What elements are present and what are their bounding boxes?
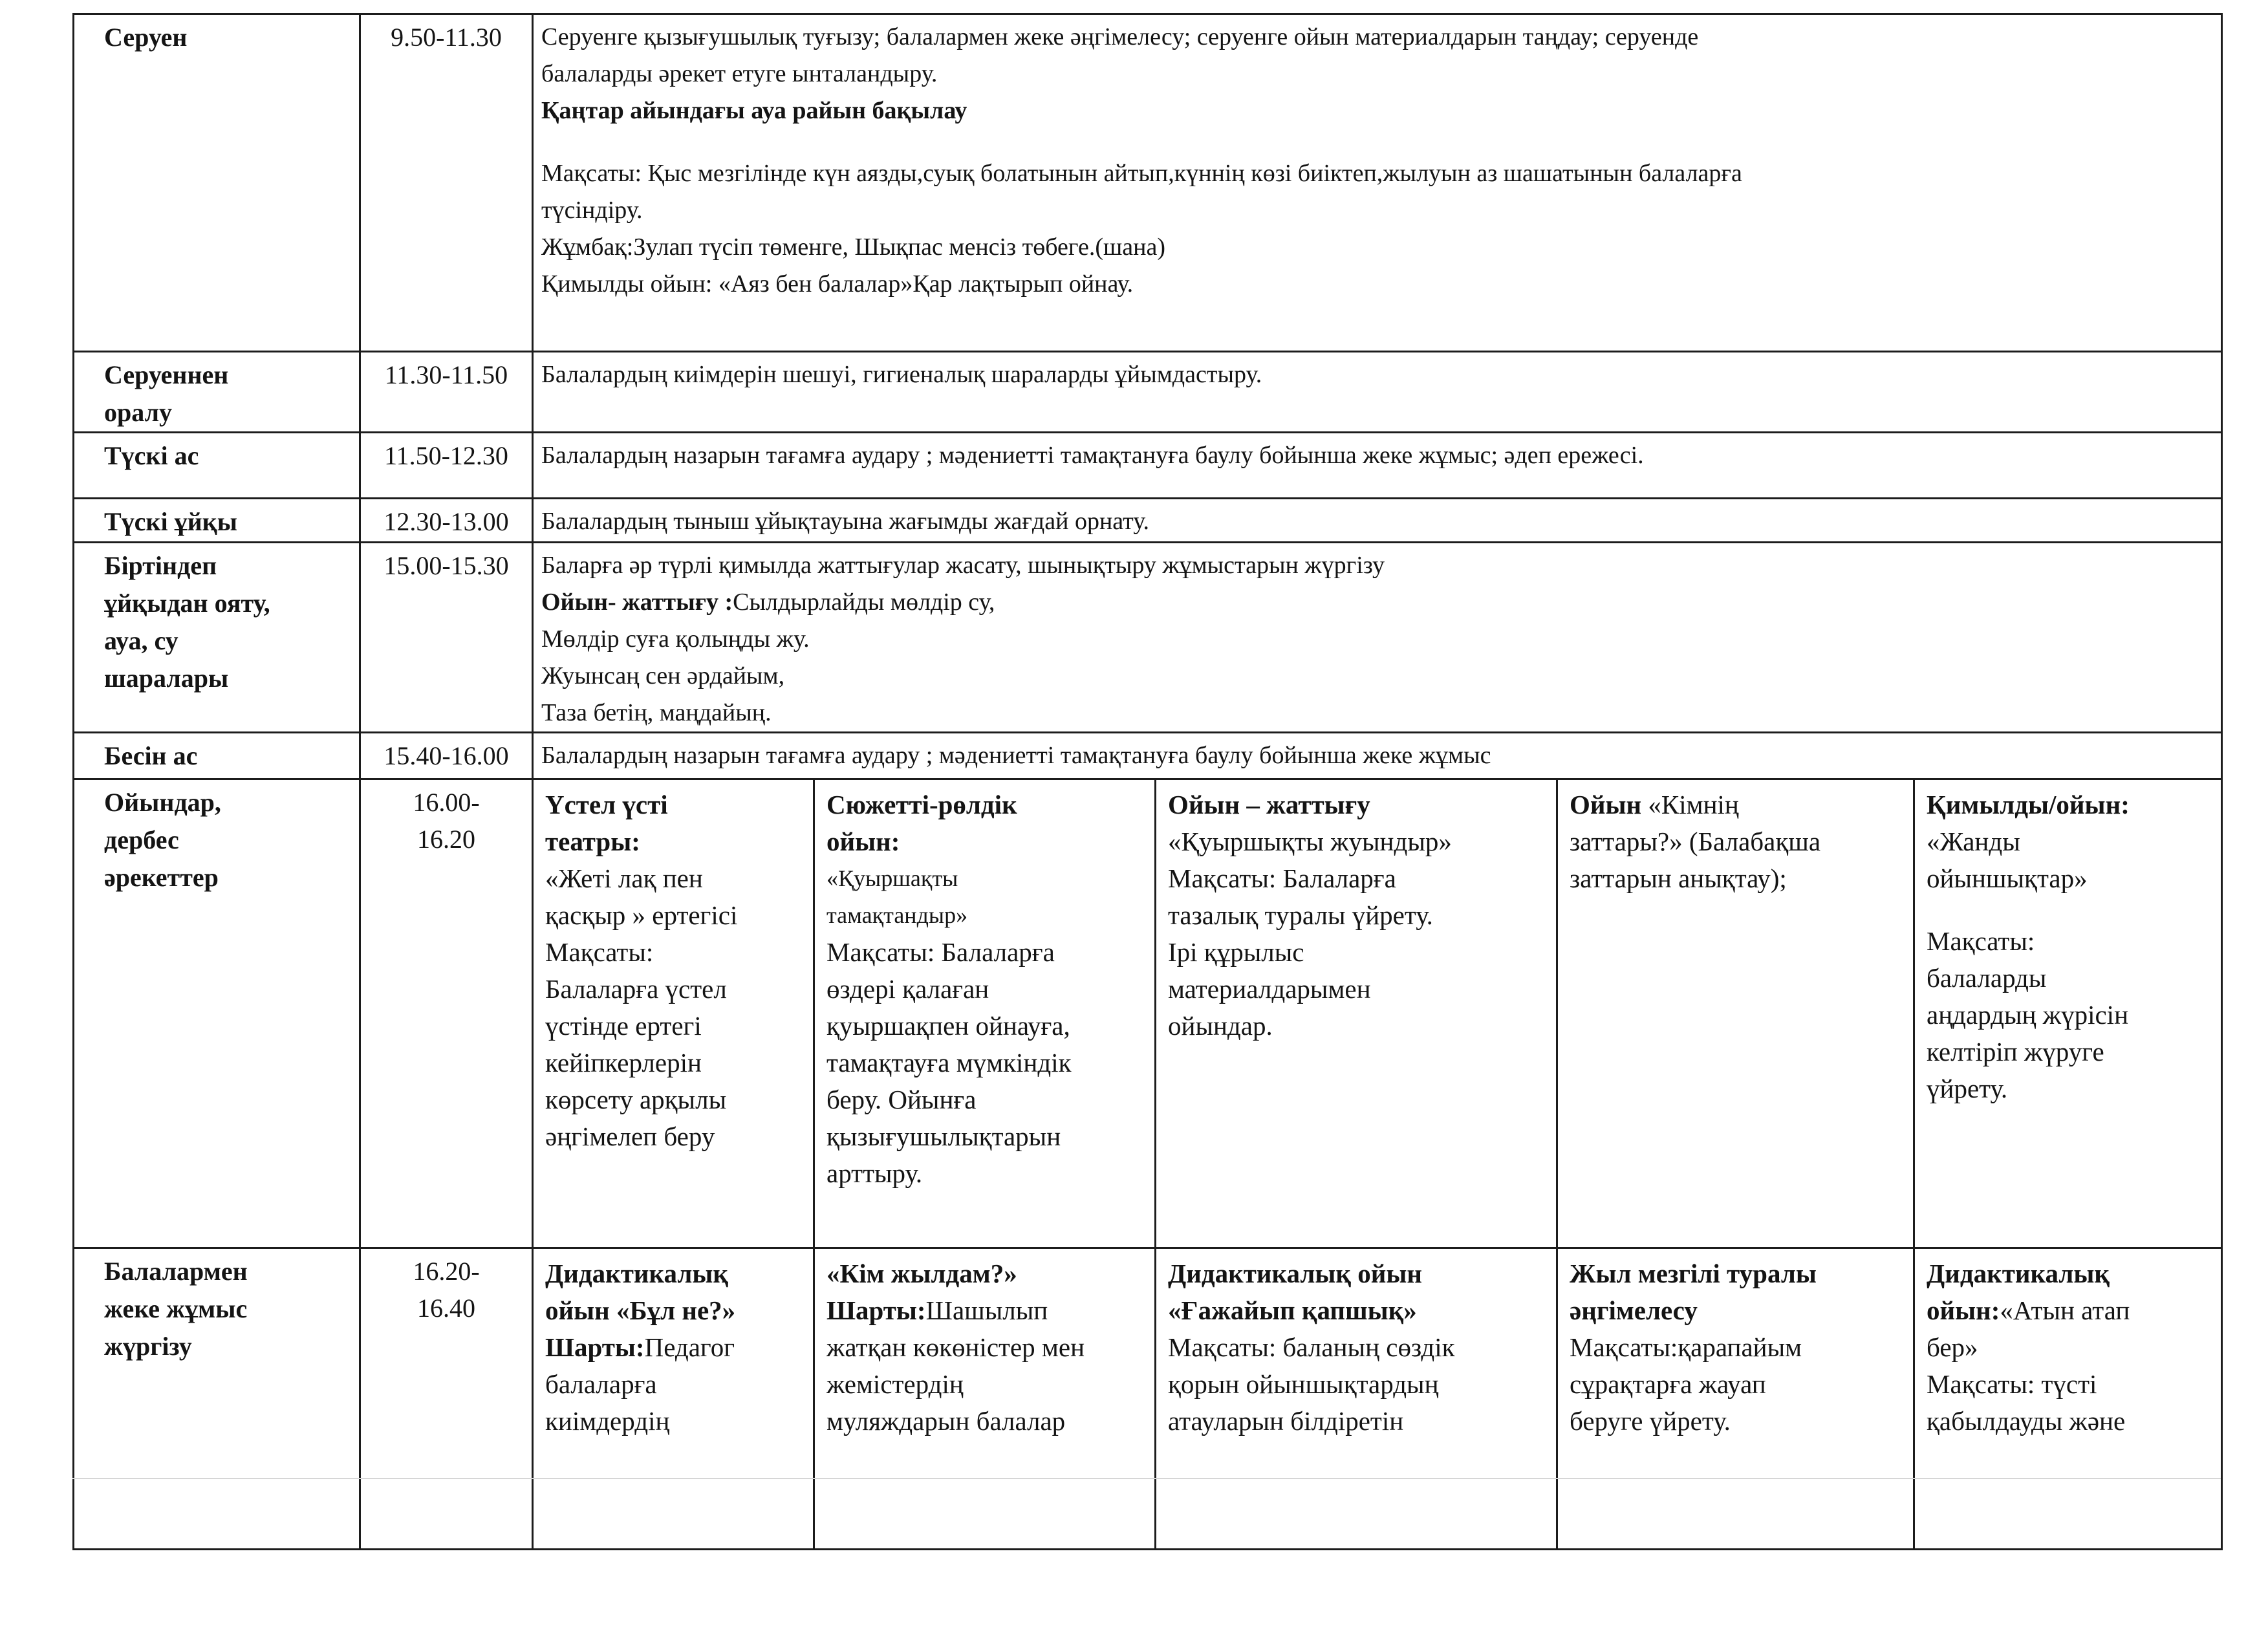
- line-text: Дидактикалық: [545, 1259, 728, 1288]
- line-text: жатқан көкөністер мен: [826, 1332, 1085, 1362]
- activity-label-line: жеке жұмыс: [104, 1294, 248, 1323]
- text-line: [1168, 1292, 1547, 1329]
- text-line: [1927, 1070, 2212, 1107]
- text-line: [1927, 786, 2212, 823]
- line-text: Шашылып: [925, 1295, 1048, 1325]
- activity-label: [74, 499, 360, 543]
- text-line: [541, 192, 2213, 229]
- activity-label-line: әрекеттер: [104, 863, 219, 892]
- text-line: [1570, 786, 1904, 823]
- line-text: беруге үйрету.: [1570, 1406, 1731, 1436]
- text-line: [541, 56, 2213, 92]
- line-text: қасқыр » ертегісі: [545, 900, 738, 930]
- line-text: ойындар.: [1168, 1011, 1273, 1041]
- text-line: [826, 897, 1145, 934]
- spacer: [541, 129, 2213, 155]
- time-line: 16.20-: [413, 1257, 480, 1286]
- activity-label: [74, 779, 360, 1248]
- text-line: [541, 503, 2213, 540]
- text-line: [541, 737, 2213, 774]
- line-text: материалдарымен: [1168, 974, 1371, 1004]
- text-line: [1927, 1034, 2212, 1070]
- line-text: әңгімелеп беру: [545, 1121, 715, 1151]
- text-line: [541, 155, 2213, 192]
- text-line: [826, 1255, 1145, 1292]
- text-line: [826, 1403, 1145, 1440]
- line-text: қызығушылықтарын: [826, 1121, 1061, 1151]
- activity-label: [74, 14, 360, 352]
- text-line: [1570, 1403, 1904, 1440]
- line-text: Мақсаты: Балаларға: [1168, 863, 1396, 893]
- line-text: Қимылды/ойын:: [1927, 790, 2130, 819]
- text-line: [1570, 1366, 1904, 1403]
- line-text: Педагог: [644, 1332, 735, 1362]
- line-text: «Жеті лақ пен: [545, 863, 703, 893]
- line-text: Балалардың киімдерін шешуі, гигиеналық шараларды ұйымдастыру.: [541, 361, 1262, 388]
- line-text: Мақсаты:: [545, 937, 654, 967]
- text-line: [1168, 1008, 1547, 1045]
- line-text: Балаларға үстел: [545, 974, 727, 1004]
- text-line: [541, 356, 2213, 393]
- line-text: қуыршақпен ойнауға,: [826, 1011, 1070, 1041]
- time-line: 9.50-11.30: [391, 23, 502, 52]
- activity-label-line: дербес: [104, 825, 179, 854]
- line-text: Мақсаты: Балаларға: [826, 937, 1055, 967]
- line-text: аңдардың жүрісін: [1927, 1000, 2129, 1030]
- text-line: [826, 1008, 1145, 1045]
- text-line: [545, 823, 804, 860]
- time-range: [360, 433, 533, 499]
- text-line: [1927, 860, 2212, 897]
- text-line: [541, 437, 2213, 474]
- line-text: тамақтауға мүмкіндік: [826, 1048, 1072, 1077]
- text-line: [1927, 1403, 2212, 1440]
- bold-lead: ойын:: [1927, 1295, 2000, 1325]
- time-range: [360, 352, 533, 433]
- activity-cell: [1914, 779, 2222, 1248]
- line-text: Балалардың назарын тағамға аудару ; мәдениетті тамақтануға баулу бойынша жеке жұмыс: [541, 742, 1491, 769]
- text-line: [826, 1292, 1145, 1329]
- line-text: театры:: [545, 827, 640, 856]
- text-line: [1168, 1366, 1547, 1403]
- text-line: [541, 621, 2213, 658]
- text-line: [1927, 960, 2212, 997]
- text-line: [826, 971, 1145, 1008]
- activity-label-line: Балалармен: [104, 1257, 248, 1286]
- text-line: [1168, 934, 1547, 971]
- line-text: кейіпкерлерін: [545, 1048, 702, 1077]
- text-line: [826, 934, 1145, 971]
- text-line: [545, 1045, 804, 1081]
- line-text: балаларды әрекет етуге ынталандыру.: [541, 60, 938, 87]
- text-line: [1168, 786, 1547, 823]
- text-line: [545, 971, 804, 1008]
- text-line: [1168, 1403, 1547, 1440]
- line-text: киімдердің: [545, 1406, 670, 1436]
- time-range: [360, 733, 533, 779]
- text-line: [1168, 1329, 1547, 1366]
- text-line: [1927, 823, 2212, 860]
- time-line: 12.30-13.00: [383, 507, 509, 536]
- text-line: [541, 229, 2213, 266]
- text-line: [541, 695, 2213, 731]
- line-text: «Қуыршақты: [826, 865, 958, 891]
- text-line: [1168, 971, 1547, 1008]
- line-text: Жуынсаң сен әрдайым,: [541, 662, 785, 689]
- text-line: [1168, 823, 1547, 860]
- activity-description: [533, 733, 2222, 779]
- line-text: Жыл мезгілі туралы: [1570, 1259, 1817, 1288]
- bleed-through-area: [72, 1478, 2221, 1628]
- activity-label-line: ұйқыдан ояту,: [104, 589, 270, 618]
- line-text: Қаңтар айындағы ауа райын бақылау: [541, 97, 967, 124]
- text-line: [826, 1118, 1145, 1155]
- activity-label-line: Бесін ас: [104, 741, 198, 770]
- time-range: [360, 543, 533, 733]
- time-line: 16.00-: [413, 788, 480, 817]
- activity-description: [533, 433, 2222, 499]
- text-line: [1570, 860, 1904, 897]
- schedule-row: [74, 543, 2222, 733]
- text-line: [1168, 897, 1547, 934]
- text-line: [545, 1292, 804, 1329]
- line-text: заттарын анықтау);: [1570, 863, 1787, 893]
- text-line: [545, 1329, 804, 1366]
- line-text: қабылдауды және: [1927, 1406, 2126, 1436]
- line-text: Балалардың назарын тағамға аудару ; мәдениетті тамақтануға баулу бойынша жеке жұмыс; әдеп ережесі.: [541, 442, 1644, 469]
- activity-label-line: Серуеннен: [104, 360, 229, 389]
- line-text: тазалық туралы үйрету.: [1168, 900, 1433, 930]
- time-range: [360, 14, 533, 352]
- bold-lead: Ойын: [1570, 790, 1642, 819]
- line-text: муляждарын балалар: [826, 1406, 1066, 1436]
- line-text: «Кім жылдам?»: [826, 1259, 1017, 1288]
- time-line: 15.00-15.30: [383, 551, 509, 580]
- line-text: Мақсаты:: [1927, 926, 2035, 956]
- text-line: [1927, 1329, 2212, 1366]
- text-line: [545, 786, 804, 823]
- text-line: [1927, 1366, 2212, 1403]
- line-text: Үстел үсті: [545, 790, 668, 819]
- text-line: [545, 934, 804, 971]
- text-line: [1168, 1255, 1547, 1292]
- text-line: [545, 1255, 804, 1292]
- schedule-row: [74, 14, 2222, 352]
- time-range: [360, 779, 533, 1248]
- schedule-row: [74, 352, 2222, 433]
- schedule-row: [74, 499, 2222, 543]
- line-text: үстінде ертегі: [545, 1011, 702, 1041]
- text-line: [545, 1081, 804, 1118]
- activity-description: [533, 14, 2222, 352]
- activity-label-line: Түскі ас: [104, 441, 199, 470]
- line-text: Дидактикалық ойын: [1168, 1259, 1422, 1288]
- activity-label-line: Түскі ұйқы: [104, 507, 237, 536]
- line-text: Қимылды ойын: «Аяз бен балалар»Қар лақтырып ойнау.: [541, 270, 1134, 298]
- text-line: [1570, 1255, 1904, 1292]
- line-text: жемістердің: [826, 1369, 964, 1399]
- line-text: үйрету.: [1927, 1074, 2008, 1103]
- text-line: [1570, 823, 1904, 860]
- line-text: «Қуыршықты жуындыр»: [1168, 827, 1452, 856]
- line-text: арттыру.: [826, 1158, 923, 1188]
- bold-lead: Шарты:: [545, 1332, 645, 1362]
- bold-lead: Ойын- жаттығу :: [541, 589, 733, 616]
- line-text: ойын:: [826, 827, 900, 856]
- text-line: [545, 897, 804, 934]
- time-range: [360, 499, 533, 543]
- text-line: [826, 860, 1145, 897]
- line-text: атауларын білдіретін: [1168, 1406, 1404, 1436]
- text-line: [826, 1081, 1145, 1118]
- line-text: Мөлдір суға қолыңды жу.: [541, 625, 810, 653]
- line-text: балаларға: [545, 1369, 657, 1399]
- time-line: 11.30-11.50: [384, 360, 508, 389]
- text-line: [545, 1403, 804, 1440]
- line-text: «Атын атап: [2000, 1295, 2130, 1325]
- line-text: «Кімнің: [1641, 790, 1739, 819]
- activity-label-line: ауа, су: [104, 626, 178, 655]
- line-text: беру. Ойынға: [826, 1085, 977, 1114]
- activity-description: [533, 352, 2222, 433]
- line-text: қорын ойыншықтардың: [1168, 1369, 1439, 1399]
- line-text: әңгімелесу: [1570, 1295, 1698, 1325]
- activity-label-line: шаралары: [104, 664, 229, 693]
- line-text: Мақсаты:қарапайым: [1570, 1332, 1802, 1362]
- line-text: Мақсаты: баланың сөздік: [1168, 1332, 1455, 1362]
- text-line: [826, 786, 1145, 823]
- daily-schedule-table: [72, 13, 2223, 1550]
- text-line: [541, 658, 2213, 695]
- line-text: ойыншықтар»: [1927, 863, 2088, 893]
- text-line: [1927, 923, 2212, 960]
- text-line: [1927, 1255, 2212, 1292]
- line-text: сұрақтарға жауап: [1570, 1369, 1766, 1399]
- games-row: [74, 779, 2222, 1248]
- text-line: [545, 1366, 804, 1403]
- line-text: балаларды: [1927, 963, 2047, 993]
- time-line: 16.20: [417, 825, 475, 854]
- spacer: [1927, 897, 2212, 923]
- text-line: [1168, 860, 1547, 897]
- line-text: бер»: [1927, 1332, 1978, 1362]
- activity-cell: [814, 779, 1156, 1248]
- line-text: «Жанды: [1927, 827, 2020, 856]
- line-text: Ойын – жаттығу: [1168, 790, 1370, 819]
- line-text: Сылдырлайды мөлдір су,: [733, 589, 995, 616]
- schedule-row: [74, 433, 2222, 499]
- activity-label-line: жүргізу: [104, 1332, 192, 1361]
- line-text: Дидактикалық: [1927, 1259, 2110, 1288]
- line-text: «Ғажайып қапшық»: [1168, 1295, 1417, 1325]
- text-line: [545, 1118, 804, 1155]
- line-text: ойын «Бұл не?»: [545, 1295, 736, 1325]
- text-line: [1927, 997, 2212, 1034]
- text-line: [826, 1329, 1145, 1366]
- text-line: [541, 19, 2213, 56]
- line-text: Сюжетті-рөлдік: [826, 790, 1017, 819]
- text-line: [545, 1008, 804, 1045]
- line-text: Мақсаты: Қыс мезгілінде күн аязды,суық болатынын айтып,күннің көзі биіктеп,жылуын аз шашатынын балаларға: [541, 160, 1742, 187]
- activity-label: [74, 433, 360, 499]
- text-line: [541, 266, 2213, 303]
- time-line: 15.40-16.00: [383, 741, 509, 770]
- activity-cell: [533, 779, 814, 1248]
- line-text: өздері қалаған: [826, 974, 989, 1004]
- text-line: [1927, 1292, 2212, 1329]
- line-text: Балалардың тыныш ұйықтауына жағымды жағдай орнату.: [541, 508, 1149, 535]
- activity-cell: [1557, 779, 1914, 1248]
- text-line: [545, 860, 804, 897]
- line-text: заттары?» (Балабақша: [1570, 827, 1821, 856]
- line-text: Таза бетің, маңдайың.: [541, 699, 772, 726]
- line-text: тамақтандыр»: [826, 902, 968, 928]
- activity-label: [74, 733, 360, 779]
- activity-label-line: Серуен: [104, 23, 188, 52]
- text-line: [1570, 1292, 1904, 1329]
- line-text: Жұмбақ:Зулап түсіп төменге, Шықпас менсіз төбеге.(шана): [541, 233, 1165, 261]
- text-line: [541, 547, 2213, 584]
- line-text: келтіріп жүруге: [1927, 1037, 2104, 1067]
- text-line: [826, 1045, 1145, 1081]
- activity-label: [74, 543, 360, 733]
- line-text: Серуенге қызығушылық туғызу; балалармен жеке әңгімелесу; серуенге ойын материалдарын таңдау; серуенде: [541, 23, 1699, 50]
- activity-label-line: оралу: [104, 398, 173, 427]
- text-line: [826, 823, 1145, 860]
- time-line: 11.50-12.30: [384, 441, 508, 470]
- text-line: [541, 92, 2213, 129]
- activity-description: [533, 499, 2222, 543]
- activity-label-line: Біртіндеп: [104, 551, 217, 580]
- activity-label: [74, 352, 360, 433]
- activity-cell: [1156, 779, 1557, 1248]
- activity-label-line: Ойындар,: [104, 788, 221, 817]
- line-text: көрсету арқылы: [545, 1085, 727, 1114]
- time-line: 16.40: [417, 1294, 475, 1323]
- schedule-row: [74, 733, 2222, 779]
- text-line: [1570, 1329, 1904, 1366]
- bold-lead: Шарты:: [826, 1295, 926, 1325]
- line-text: түсіндіру.: [541, 197, 643, 224]
- line-text: Баларға әр түрлі қимылда жаттығулар жасату, шынықтыру жұмыстарын жүргізу: [541, 552, 1385, 579]
- line-text: Мақсаты: түсті: [1927, 1369, 2097, 1399]
- text-line: [826, 1155, 1145, 1192]
- line-text: Ірі құрылыс: [1168, 937, 1304, 967]
- activity-description: [533, 543, 2222, 733]
- text-line: [826, 1366, 1145, 1403]
- text-line: [541, 584, 2213, 621]
